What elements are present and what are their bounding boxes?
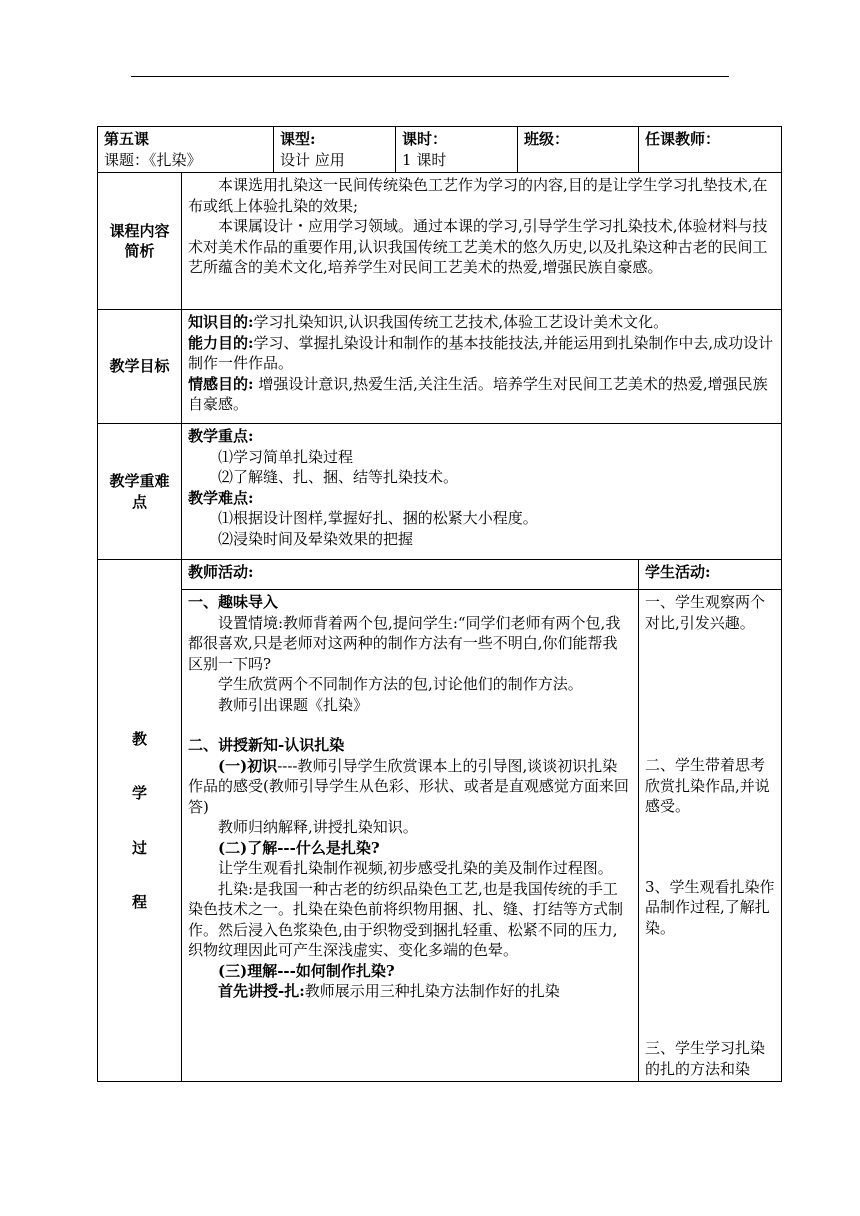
process-label-char: 学	[131, 784, 147, 802]
summary-label: 课程内容简析	[98, 173, 182, 310]
ability-goal	[188, 333, 775, 374]
teacher-activity-header: 教师活动:	[182, 560, 639, 590]
hours-cell	[396, 127, 518, 173]
lesson-cell	[98, 127, 274, 173]
student-activity-item: 三、学生学习扎染的扎的方法和染	[645, 1039, 766, 1078]
summary-content	[182, 173, 782, 310]
section-title: 一、趣味导入	[188, 593, 279, 611]
hours-value: 1 课时	[402, 150, 447, 169]
student-activity-header: 学生活动:	[639, 560, 782, 590]
difficulty-item: ⑵浸染时间及晕染效果的把握	[218, 529, 414, 548]
lesson-plan-table	[97, 126, 782, 1082]
subsection-title: (二)了解---什么是扎染?	[218, 838, 380, 857]
difficulty-item: ⑴根据设计图样,掌握好扎、捆的松紧大小程度。	[218, 509, 538, 527]
goals-row	[98, 310, 782, 424]
process-label	[98, 560, 182, 1082]
knowledge-goal-text: 学习扎染知识,认识我国传统工艺技术,体验工艺设计美术文化。	[253, 313, 669, 331]
lesson-topic: 课题：《扎染》	[104, 150, 202, 169]
lesson-number: 第五课	[104, 130, 150, 148]
subsection-title: (一)初识	[218, 756, 278, 775]
teacher-label: 任课教师：	[645, 130, 721, 148]
activity-paragraph	[188, 981, 632, 1002]
subsection-text: ----教师引导学生欣赏课本上的引导图,谈谈初识扎染作品的感受(教师引导学生从色彩、形状、或者是直观感觉方面来回答)	[188, 756, 629, 816]
emotion-goal-text: 增强设计意识,热爱生活,关注生活。培养学生对民间工艺美术的热爱,增强民族自豪感。	[188, 374, 768, 413]
type-label: 课型:	[280, 130, 316, 148]
type-cell	[274, 127, 396, 173]
subsection-lead: 首先讲授-扎:	[218, 982, 305, 1000]
keypoints-row	[98, 424, 782, 560]
emotion-goal-title: 情感目的:	[188, 374, 254, 393]
activity-paragraph	[188, 756, 632, 818]
hours-label: 课时：	[402, 130, 448, 148]
activity-paragraph: 教师引出课题《扎染》	[218, 695, 369, 714]
activity-paragraph: 学生欣赏两个不同制作方法的包,讨论他们的制作方法。	[218, 675, 583, 693]
activity-paragraph: 设置情境:教师背着两个包,提问学生:“同学们老师有两个包,我都很喜欢,只是老师对这两种的制作方法有一些不明白,你们能帮我区别一下吗?	[188, 613, 621, 673]
process-label-char: 教	[131, 729, 147, 748]
student-activity-item: 二、学生带着思考欣赏扎染作品,并说感受。	[645, 756, 770, 815]
student-activity-item: 一、学生观察两个对比,引发兴趣。	[645, 593, 766, 632]
section-title: 二、讲授新知-认识扎染	[188, 736, 345, 754]
difficulty-title: 教学难点:	[188, 488, 254, 507]
student-activity-content	[639, 590, 782, 1082]
activity-paragraph: 教师归纳解释,讲授扎染知识。	[218, 818, 418, 836]
class-cell	[518, 127, 639, 173]
ability-goal-title: 能力目的:	[188, 333, 254, 352]
summary-paragraph: 本课选用扎染这一民间传统染色工艺作为学习的内容,目的是让学生学习扎垫技术,在布或纸上体验扎染的效果;	[188, 176, 768, 215]
class-label: 班级：	[524, 130, 570, 148]
emotion-goal	[188, 374, 775, 415]
knowledge-goal-title: 知识目的:	[188, 313, 254, 331]
ability-goal-text: 学习、掌握扎染设计和制作的基本技能技法,并能运用到扎染制作中去,成功设计制作一件作品。	[188, 333, 774, 372]
process-content-row	[98, 590, 782, 1082]
activity-paragraph: 让学生观看扎染制作视频,初步感受扎染的美及制作过程图。	[218, 859, 613, 877]
knowledge-goal	[188, 312, 775, 333]
keypoints-label: 教学重难点	[98, 424, 182, 560]
process-header-row	[98, 560, 782, 590]
process-label-char: 过	[131, 838, 147, 857]
teacher-cell	[639, 127, 782, 173]
focus-title: 教学重点:	[188, 427, 254, 445]
focus-item: ⑴学习简单扎染过程	[218, 447, 354, 466]
summary-paragraph: 本课属设计・应用学习领域。通过本课的学习,引导学生学习扎染技术,体验材料与技术对美术作品的重要作用,认识我国传统工艺美术的悠久历史,以及扎染这种古老的民间工艺所蕴含的美术文化,培养学生对民间工艺美术的热爱,增强民族自豪感。	[188, 217, 768, 276]
goals-content	[182, 310, 782, 424]
subsection-text: 教师展示用三种扎染方法制作好的扎染	[304, 982, 560, 1000]
teacher-activity-content	[182, 590, 639, 1082]
activity-paragraph: 扎染:是我国一种古老的纺织品染色工艺,也是我国传统的手工染色技术之一。扎染在染色前将织物用捆、扎、缝、打结等方式制作。然后浸入色浆染色,由于织物受到捆扎轻重、松紧不同的压力,织物纹理因此可产生深浅虚实、变化多端的色晕。	[188, 879, 624, 959]
type-value: 设计 应用	[280, 150, 345, 169]
keypoints-content	[182, 424, 782, 560]
subsection-title: (三)理解---如何制作扎染?	[218, 961, 395, 980]
student-activity-item: 3、学生观看扎染作品制作过程,了解扎染。	[645, 877, 775, 937]
focus-item: ⑵了解缝、扎、捆、结等扎染技术。	[218, 468, 459, 486]
process-label-char: 程	[131, 893, 147, 911]
goals-label: 教学目标	[98, 310, 182, 424]
summary-row	[98, 173, 782, 310]
header-row	[98, 127, 782, 173]
header-rule	[131, 76, 729, 77]
